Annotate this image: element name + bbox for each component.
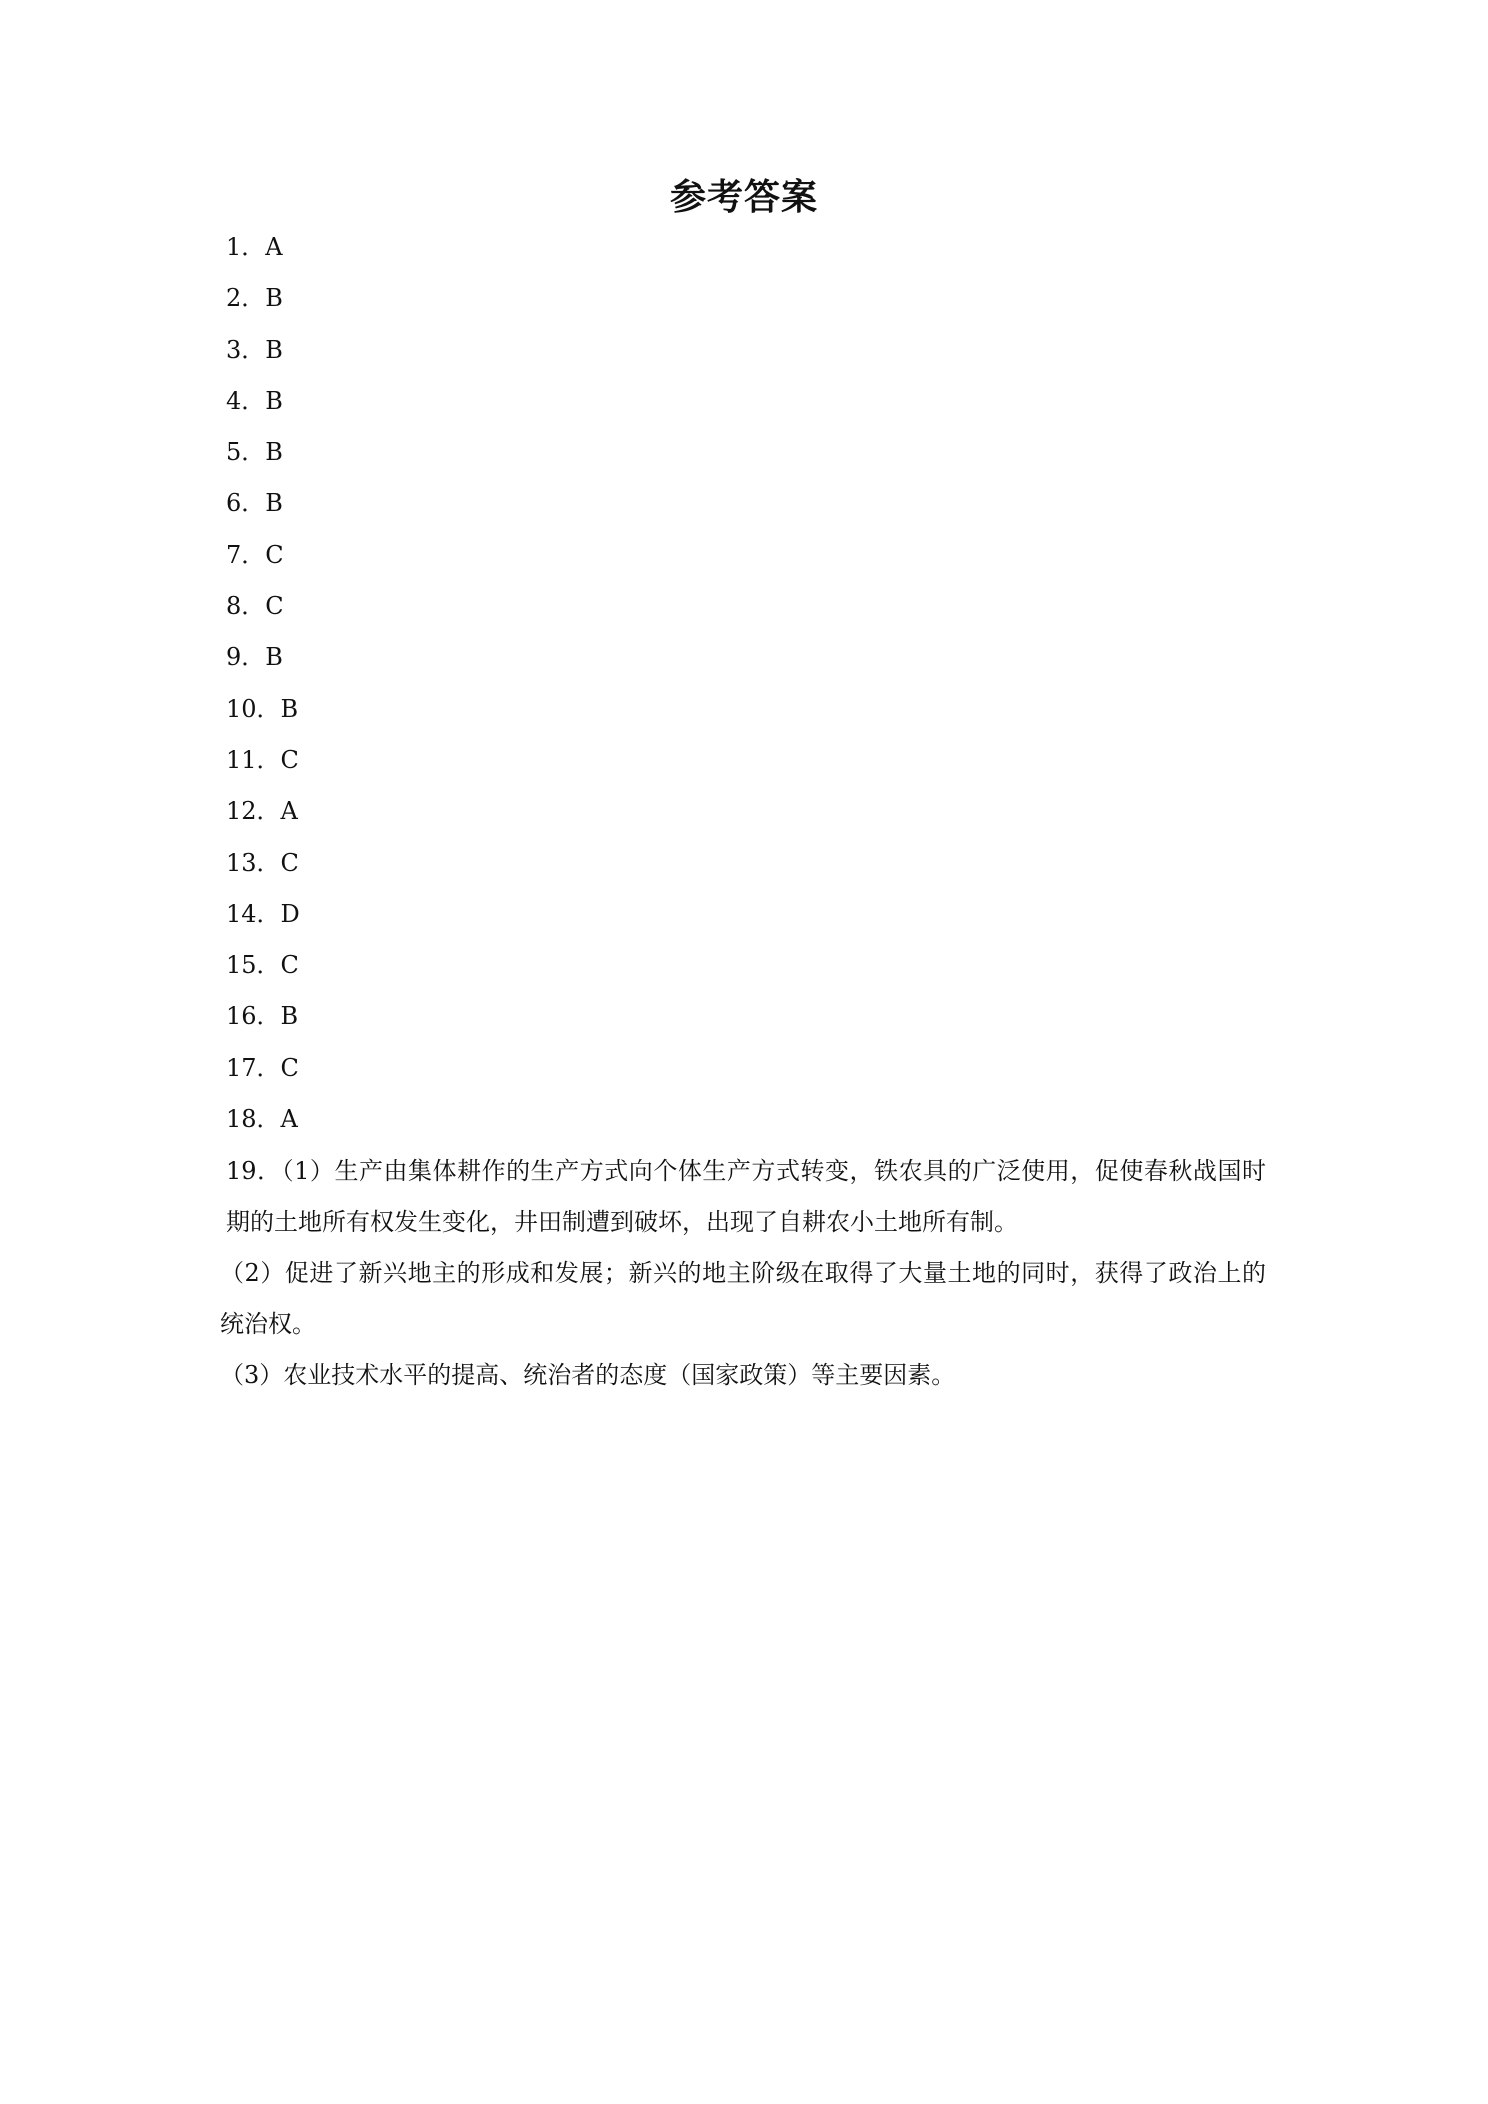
answer-number: 6． [226, 489, 266, 518]
answer-choice: C [280, 951, 299, 980]
answer-choice: A [265, 233, 283, 261]
answer-number: 8． [226, 592, 266, 621]
answer-item [226, 1001, 1266, 1052]
answer-choice: B [265, 489, 283, 518]
answer-number: 10． [226, 694, 281, 723]
answer-item [226, 540, 1266, 591]
answer-choice: A [280, 1105, 298, 1134]
q19-part-1: 19．（1）生产由集体耕作的生产方式向个体生产方式转变，铁农具的广泛使用，促使春秋战国时期的土地所有权发生变化，井田制遭到破坏，出现了自耕农小土地所有制。 [226, 1157, 1266, 1236]
answer-choice: B [265, 284, 283, 313]
answer-number: 13． [226, 848, 281, 877]
answer-choice: B [280, 1002, 299, 1031]
answer-number: 17． [226, 1053, 281, 1082]
answer-number: 5． [226, 438, 266, 467]
answer-item [226, 591, 1266, 642]
answer-number: 11． [226, 745, 281, 774]
answer-item [226, 335, 1266, 386]
answer-number: 1． [226, 233, 266, 261]
answer-number: 15． [226, 951, 281, 980]
answer-number: 16． [226, 1002, 281, 1031]
page-title: 参考答案 [669, 177, 818, 218]
answer-item [226, 694, 1266, 745]
answer-choice: B [280, 694, 299, 723]
answer-choice: D [280, 899, 300, 928]
answer-choice: A [280, 797, 298, 826]
answer-choice: C [280, 745, 299, 774]
q19-part-2: （2）促进了新兴地主的形成和发展；新兴的地主阶级在取得了大量土地的同时，获得了政治上的统治权。 [220, 1259, 1266, 1338]
answer-item [226, 848, 1266, 899]
answer-choice: B [265, 438, 283, 467]
answer-choice: C [265, 540, 284, 569]
answer-item [226, 1053, 1266, 1104]
answer-item [226, 796, 1266, 847]
answer-number: 2． [226, 284, 266, 313]
answer-item [226, 437, 1266, 488]
answer-item [226, 899, 1266, 950]
answer-item [226, 745, 1266, 796]
answer-item [226, 642, 1266, 693]
answer-number: 3． [226, 335, 266, 364]
answer-item [226, 232, 1266, 283]
q19-part-3: （3）农业技术水平的提高、统治者的态度（国家政策）等主要因素。 [220, 1361, 956, 1389]
answer-number: 12． [226, 797, 281, 826]
answer-number: 14． [226, 899, 281, 928]
answer-choice: C [265, 592, 284, 621]
answer-choice: B [265, 386, 283, 415]
answer-item [226, 283, 1266, 334]
answer-number: 9． [226, 643, 266, 672]
answer-number: 4． [226, 386, 266, 415]
answer-list [226, 232, 1266, 1155]
question-19-answer [220, 1146, 1266, 1401]
answer-number: 7． [226, 540, 266, 569]
answer-number: 18． [226, 1105, 281, 1134]
answer-item [226, 488, 1266, 539]
answer-item [226, 950, 1266, 1001]
answer-choice: C [280, 848, 299, 877]
answer-choice: C [280, 1053, 299, 1082]
answer-item [226, 386, 1266, 437]
answer-choice: B [265, 643, 283, 672]
answer-choice: B [265, 335, 283, 364]
